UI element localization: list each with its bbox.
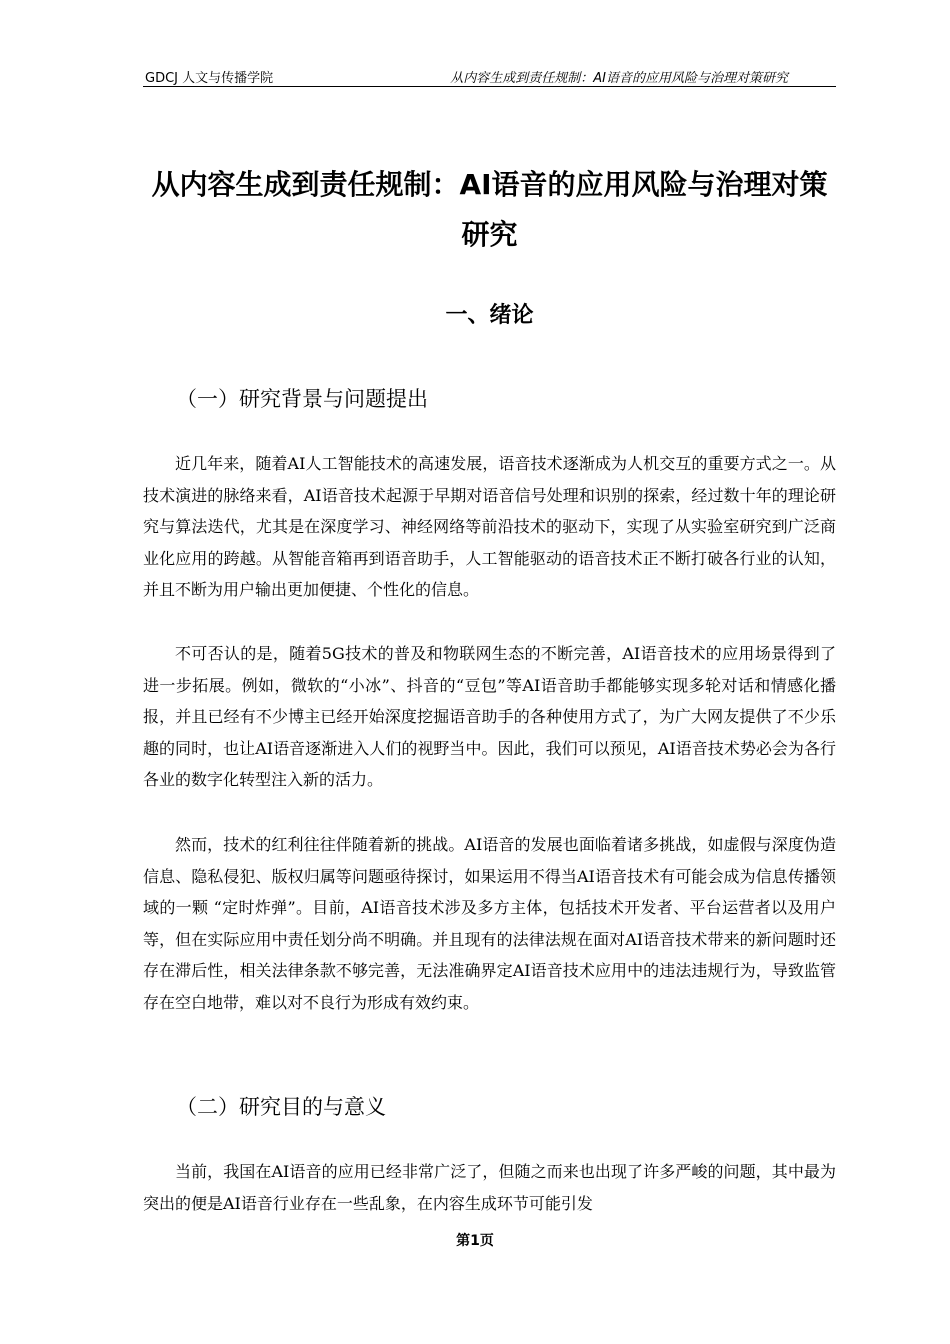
paper-title: 从内容生成到责任规制：AI语音的应用风险与治理对策研究 [151, 168, 828, 251]
body-paragraph-2: 不可否认的是，随着5G技术的普及和物联网生态的不断完善，AI语音技术的应用场景得到了进一步拓展。例如，微软的“小冰”、抖音的“豆包”等AI语音助手都能够实现多轮对话和情感化播报，并且已经有不少博主已经开始深度挖掘语音助手的各种使用方式了，为广大网友提供了不少乐趣的同时，也让AI语音逐渐进入人们的视野当中。因此，我们可以预见，AI语音技术势必会为各行各业的数字化转型注入新的活力。 [143, 644, 836, 790]
header-institution: GDCJ 人文与传播学院 [145, 71, 274, 86]
running-header [143, 64, 836, 87]
subsection-heading-background: （一）研究背景与问题提出 [176, 387, 428, 411]
body-paragraph-4: 当前，我国在AI语音的应用已经非常广泛了，但随之而来也出现了许多严峻的问题，其中最为突出的便是AI语音行业存在一些乱象，在内容生成环节可能引发 [143, 1162, 836, 1213]
body-paragraph-3: 然而，技术的红利往往伴随着新的挑战。AI语音的发展也面临着诸多挑战，如虚假与深度伪造信息、隐私侵犯、版权归属等问题亟待探讨，如果运用不得当AI语音技术有可能会成为信息传播领域的一颗 “定时炸弹”。目前，AI语音技术涉及多方主体，包括技术开发者、平台运营者以及用户等，但在实际应用中责任划分尚不明确。并且现有的法律法规在面对AI语音技术带来的新问题时还存在滞后性，相关法律条款不够完善，无法准确界定AI语音技术应用中的违法违规行为，导致监管存在空白地带，难以对不良行为形成有效约束。 [143, 835, 836, 1012]
header-paper-title: 从内容生成到责任规制：AI语音的应用风险与治理对策研究 [450, 71, 788, 86]
subsection-heading-purpose: （二）研究目的与意义 [176, 1095, 386, 1119]
page-number: 第1页 [456, 1233, 494, 1249]
body-paragraph-1: 近几年来，随着AI人工智能技术的高速发展，语音技术逐渐成为人机交互的重要方式之一。从技术演进的脉络来看，AI语音技术起源于早期对语音信号处理和识别的探索，经过数十年的理论研究与算法迭代，尤其是在深度学习、神经网络等前沿技术的驱动下，实现了从实验室研究到广泛商业化应用的跨越。从智能音箱再到语音助手，人工智能驱动的语音技术正不断打破各行业的认知，并且不断为用户输出更加便捷、个性化的信息。 [143, 454, 836, 600]
section-heading-introduction: 一、绪论 [445, 303, 534, 328]
